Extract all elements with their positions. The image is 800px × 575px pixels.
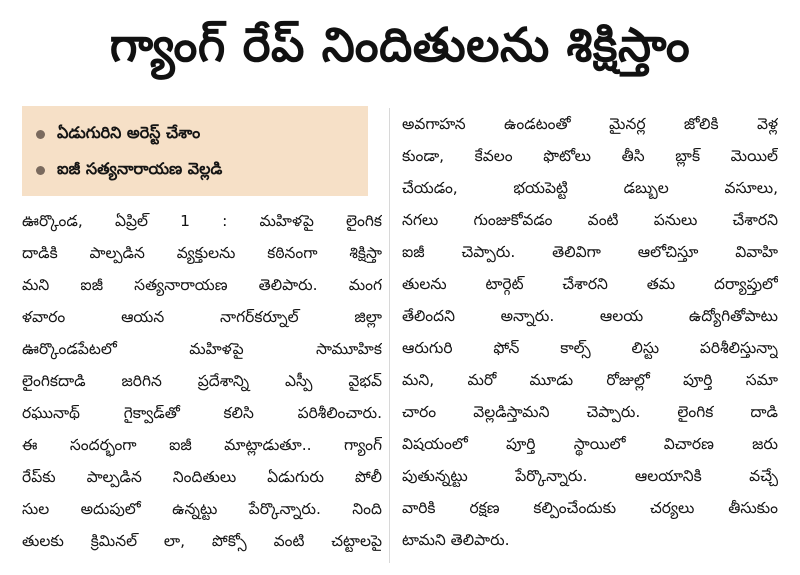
highlight-item xyxy=(36,152,356,188)
article-column-right xyxy=(402,108,778,556)
text-line: రేప్‌కు పాల్పడిన నిందితులు ఏడుగురు పోలీ xyxy=(22,468,382,486)
text-line: వారికి రక్షణ కల్పించేందుకు చర్యలు తీసుకుం xyxy=(402,499,778,517)
text-line: దాడికి పాల్పడిన వ్యక్తులను కఠినంగా శిక్షిస్తా xyxy=(22,244,382,262)
text-line: విషయంలో పూర్తి స్థాయిలో విచారణ జరు xyxy=(402,435,778,453)
text-line: చారం వెల్లడిస్తామని చెప్పారు. లైంగిక దాడి xyxy=(402,403,778,421)
headline: గ్యాంగ్ రేప్ నిందితులను శిక్షిస్తాం xyxy=(109,18,691,73)
bullet-icon xyxy=(36,166,45,175)
bullet-icon xyxy=(36,130,45,139)
text-line: చేయడం, భయపెట్టి డబ్బుల వసూలు, xyxy=(402,179,778,197)
text-line: ళవారం ఆయన నాగర్‌కర్నూల్ జిల్లా xyxy=(22,308,382,326)
text-line: మని, మరో మూడు రోజుల్లో పూర్తి సమా xyxy=(402,371,778,389)
text-line: లైంగికదాడి జరిగిన ప్రదేశాన్ని ఎస్పీ వైభవ్ xyxy=(22,372,382,390)
text-line: తులకు క్రిమినల్ లా, పోక్సో వంటి చట్టాలపై xyxy=(22,532,382,550)
column-divider xyxy=(389,108,390,563)
text-line: నగలు గుంజుకోవడం వంటి పనులు చేశారని xyxy=(402,211,778,229)
text-line: అవగాహన ఉండటంతో మైనర్ల జోలికి వెళ్ల xyxy=(402,115,778,133)
text-line: ఆరుగురి ఫోన్ కాల్స్ లిస్టు పరిశీలిస్తున్నా xyxy=(402,339,778,357)
text-line: ఐజీ చెప్పారు. తెలివిగా ఆలోచిస్తూ వివాహి xyxy=(402,243,778,261)
text-line: టామని తెలిపారు. xyxy=(402,531,510,549)
text-line: తులను టార్గెట్ చేశారని తమ దర్యాప్తులో xyxy=(402,275,778,293)
text-line: పుతున్నట్టు పేర్కొన్నారు. ఆలయానికి వచ్చే xyxy=(402,467,778,485)
text-line: ఊర్కొండపేటలో మహిళపై సామూహిక xyxy=(22,340,382,358)
text-line: మని ఐజీ సత్యనారాయణ తెలిపారు. మంగ xyxy=(22,276,382,294)
highlights-box xyxy=(22,106,368,196)
text-line: రఘునాథ్ గైక్వాడ్‌తో కలిసి పరిశీలించారు. xyxy=(22,404,382,422)
text-line: కుండా, కేవలం ఫొటోలు తీసి బ్లాక్ మెయిల్ xyxy=(402,147,778,165)
text-line: సుల అదుపులో ఉన్నట్టు పేర్కొన్నారు. నింది xyxy=(22,500,382,518)
highlight-item xyxy=(36,116,356,152)
article-column-left xyxy=(22,205,382,557)
text-line: తేలిందని అన్నారు. ఆలయ ఉద్యోగితోపాటు xyxy=(402,307,778,325)
highlight-text: ఐజీ సత్యనారాయణ వెల్లడి xyxy=(57,158,223,178)
highlight-text: ఏడుగురిని అరెస్ట్ చేశాం xyxy=(57,122,201,142)
text-line: ఈ సందర్భంగా ఐజీ మాట్లాడుతూ.. గ్యాంగ్ xyxy=(22,436,382,454)
text-line: ఊర్కొండ, ఏప్రిల్ 1 : మహిళపై లైంగిక xyxy=(22,212,382,230)
